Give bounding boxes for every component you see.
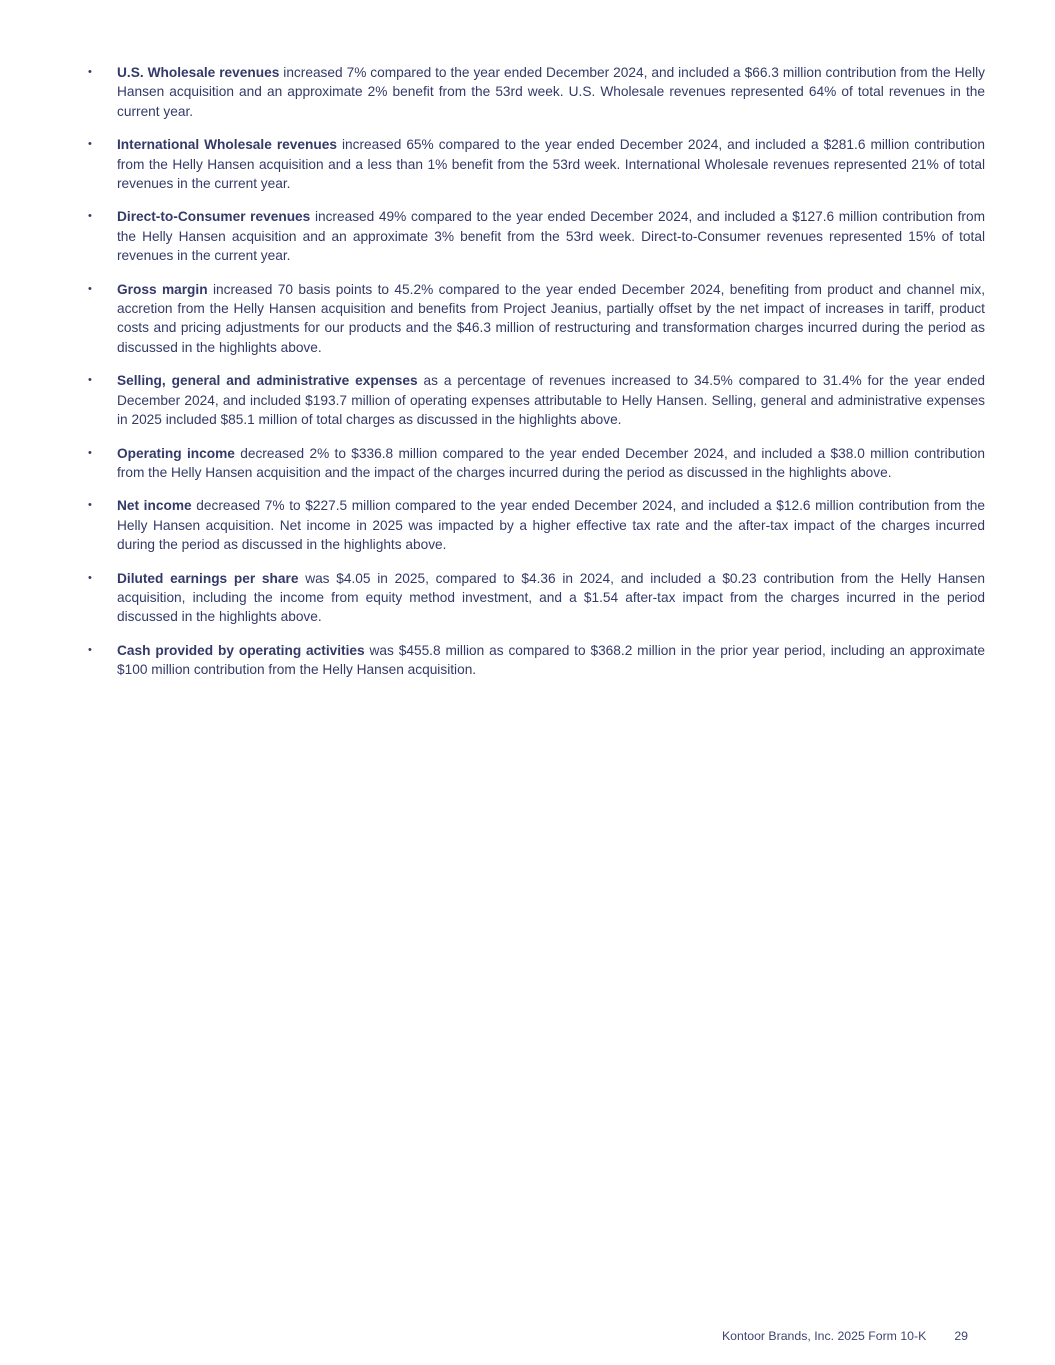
bullet-lead: Operating income [117,445,235,461]
bullet-lead: Direct-to-Consumer revenues [117,209,311,225]
bullet-icon: • [88,282,92,295]
bullet-body: decreased 7% to $227.5 million compared to the year ended December 2024, and included a $12.6 million contribution from the Helly Hansen acquisition. Net income in 2025 was impacted by a higher effective tax rate and the after-tax impact of the charges incurred during the period as discussed in the highlights above. [117,498,985,553]
bullet-item-operating-income [88,444,985,483]
bullet-paragraph [117,641,985,680]
page-footer [722,1329,968,1343]
bullet-body: was $455.8 million as compared to $368.2 million in the prior year period, including an approximate $100 million contribution from the Helly Hansen acquisition. [117,642,986,678]
bullet-paragraph [117,135,985,193]
bullet-item-us-wholesale [88,63,985,121]
bullet-icon: • [88,446,92,459]
bullet-item-cash-operating-activities [88,641,985,680]
bullet-item-direct-to-consumer [88,207,985,265]
footer-document-label: Kontoor Brands, Inc. 2025 Form 10-K [721,1329,927,1343]
bullet-body: as a percentage of revenues increased to 34.5% compared to 31.4% for the year ended December 2024, and included $193.7 million of operating expenses attributable to Helly Hansen. Selling, general and administrative expenses in 2025 included $85.1 million of total charges as discussed in the highlights above. [117,373,985,428]
bullet-item-diluted-eps [88,569,985,627]
footer-page-number: 29 [954,1329,968,1343]
bullet-paragraph [117,63,985,121]
bullet-lead: International Wholesale revenues [117,137,337,153]
bullet-icon: • [88,374,92,387]
bullet-lead: Gross margin [117,281,208,297]
bullet-lead: Selling, general and administrative expenses [117,373,418,389]
bullet-body: increased 65% compared to the year ended December 2024, and included a $281.6 million contribution from the Helly Hansen acquisition and a less than 1% benefit from the 53rd week. International Wholesale revenues represented 21% of total revenues in the current year. [117,137,985,192]
bullet-body: increased 7% compared to the year ended December 2024, and included a $66.3 million contribution from the Helly Hansen acquisition and an approximate 2% benefit from the 53rd week. U.S. Wholesale revenues represented 64% of total revenues in the current year. [117,65,985,119]
bullet-icon: • [88,643,92,656]
bullet-icon: • [88,66,92,78]
bullet-lead: Cash provided by operating activities [117,642,365,658]
bullet-item-international-wholesale [88,135,985,193]
bullet-paragraph [117,569,985,627]
bullet-body: decreased 2% to $336.8 million compared to the year ended December 2024, and included a $38.0 million contribution from the Helly Hansen acquisition and the impact of the charges incurred during the period as discussed in the highlights above. [117,445,985,480]
bullet-lead: Diluted earnings per share [117,570,299,586]
bullet-body: increased 70 basis points to 45.2% compared to the year ended December 2024, benefiting from product and channel mix, accretion from the Helly Hansen acquisition and benefits from Project Jeanius, partially offset by the net impact of increases in tariff, product costs and pricing adjustments for our products and the $46.3 million of restructuring and transformation charges incurred during the period as discussed in the highlights above. [117,281,985,355]
bullet-item-gross-margin [88,280,985,358]
bullet-icon: • [88,210,92,223]
document-page [88,63,985,694]
bullet-paragraph [117,496,985,554]
bullet-lead: Net income [117,498,192,514]
bullet-icon: • [88,138,92,151]
bullet-paragraph [117,207,985,265]
bullet-icon: • [88,499,92,512]
bullet-body: increased 49% compared to the year ended December 2024, and included a $127.6 million contribution from the Helly Hansen acquisition and an approximate 3% benefit from the 53rd week. Direct-to-Consumer revenues represented 15% of total revenues in the current year. [117,209,985,264]
bullet-paragraph [117,444,985,483]
bullet-paragraph [117,280,985,358]
bullet-item-sga-expenses [88,371,985,429]
bullet-body: was $4.05 in 2025, compared to $4.36 in 2024, and included a $0.23 contribution from the Helly Hansen acquisition, including the income from equity method investment, and a $1.54 after-tax impact from the charges incurred in the period discussed in the highlights above. [117,570,985,625]
bullet-lead: U.S. Wholesale revenues [117,65,280,80]
bullet-item-net-income [88,496,985,554]
bullet-paragraph [117,371,985,429]
bullet-icon: • [88,571,92,584]
